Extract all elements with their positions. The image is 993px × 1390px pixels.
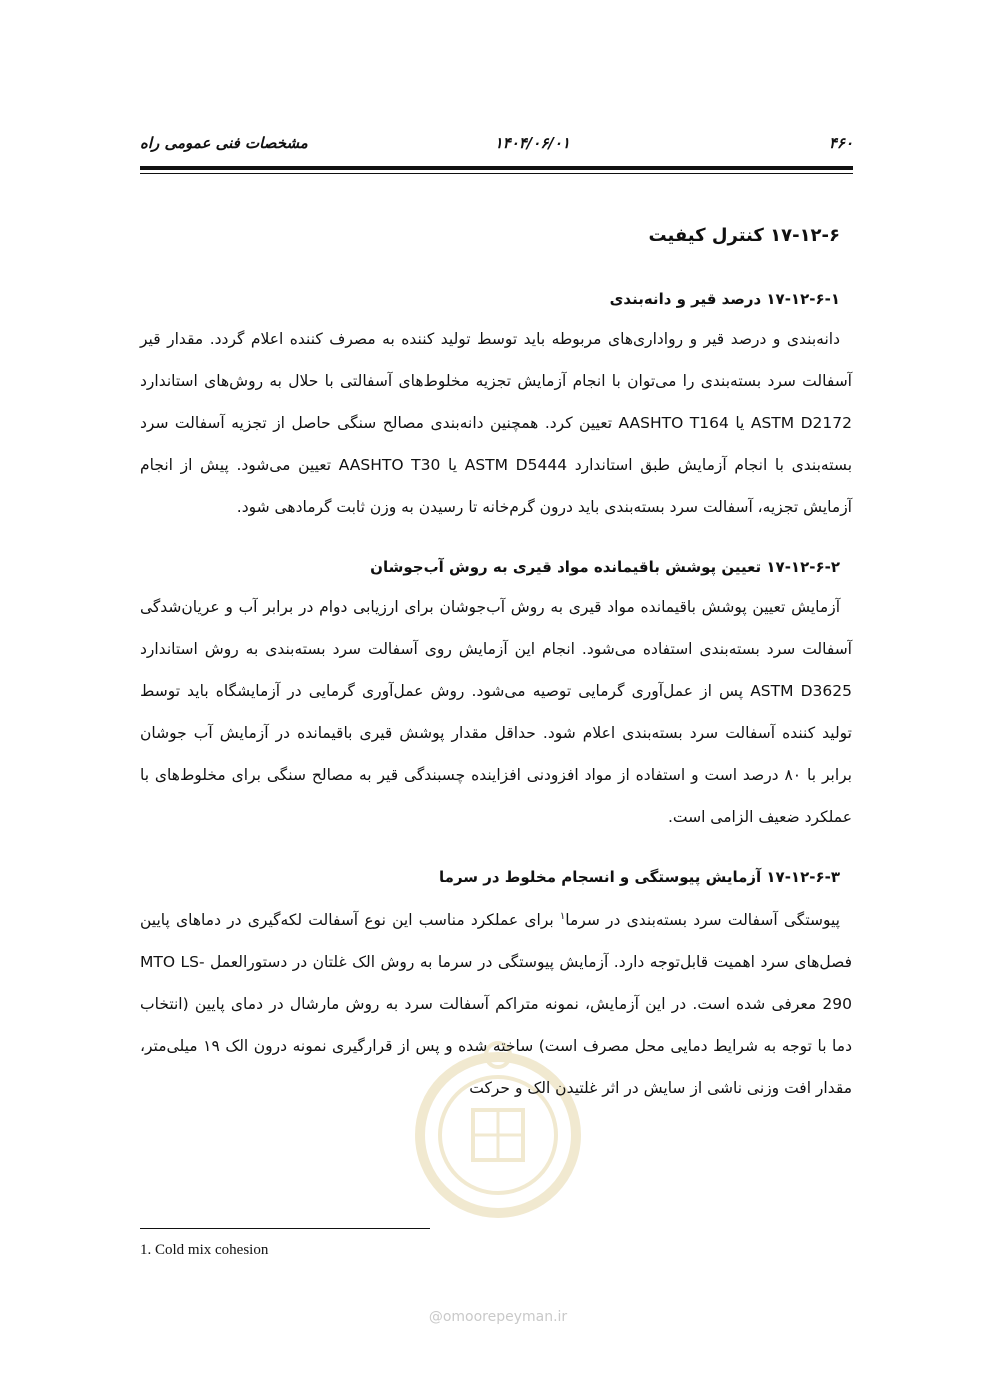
paragraph-3-part-b: برای عملکرد مناسب این نوع آسفالت لکه‌گیری در دماهای پایین فصل‌های سرد اهمیت قابل‌توجه دارد. آزمایش پیوستگی در سرما به روش الک غلتان در دستورالعمل MTO LS-290 معرفی شده است. در این آزمایش، نمونه متراکم آسفالت سرد به روش مارشال در دمای پایین (انتخاب دما با توجه به شرایط دمایی محل مصرف است) ساخته شده و پس از قرارگیری نمونه درون الک ۱۹ میلی‌متر، مقدار افت وزنی ناشی از سایش در اثر غلتیدن الک و حرکت [140,911,852,1098]
header-rule-thick [140,166,853,170]
header-rule-thin [140,173,853,174]
header-date: ۱۴۰۴/۰۶/۰۱ [494,134,570,152]
main-content [140,210,852,1109]
footnote-separator [140,1228,430,1229]
footnote-reference[interactable]: ۱ [559,911,566,922]
subsection-paragraph-3 [140,896,852,1109]
subsection-heading-2: ۱۷-۱۲-۶-۲ تعیین پوشش باقیمانده مواد قیری به روش آب‌جوشان [370,558,840,576]
header-title: مشخصات فنی عمومی راه [140,134,308,152]
subsection-paragraph-1: دانه‌بندی و درصد قیر و رواداری‌های مربوطه باید توسط تولید کننده به مصرف کننده اعلام گردد. مقدار قیر آسفالت سرد بسته‌بندی را می‌توان با انجام آزمایش تجزیه مخلوط‌های آسفالتی با حلال به روش‌های استاندارد ASTM D2172 یا AASHTO T164 تعیین کرد. همچنین دانه‌بندی مصالح سنگی حاصل از تجزیه آسفالت سرد بسته‌بندی با انجام آزمایش طبق استاندارد ASTM D5444 یا AASHTO T30 تعیین می‌شود. پیش از انجام آزمایش تجزیه، آسفالت سرد بسته‌بندی باید درون گرم‌خانه تا رسیدن به وزن ثابت گرمادهی شود. [140,330,853,516]
page-header [140,128,853,160]
subsection-heading-1: ۱۷-۱۲-۶-۱ درصد قیر و دانه‌بندی [609,290,840,308]
footnote-text: 1. Cold mix cohesion [140,1242,269,1258]
subsection-paragraph-2: آزمایش تعیین پوشش باقیمانده مواد قیری به روش آب‌جوشان برای ارزیابی دوام در برابر آب و عریان‌شدگی آسفالت سرد بسته‌بندی استفاده می‌شود. انجام این آزمایش روی آسفالت سرد بسته‌بندی به روش استاندارد ASTM D3625 پس از عمل‌آوری گرمایی توصیه می‌شود. روش عمل‌آوری گرمایی در آزمایشگاه باید توسط تولید کننده آسفالت سرد بسته‌بندی اعلام شود. حداقل مقدار پوشش قیری باقیمانده در آزمایش آب جوشان برابر با ۸۰ درصد است و استفاده از مواد افزودنی افزاینده چسبندگی قیر به مصالح سنگی برای مخلوط‌های با عملکرد ضعیف الزامی است. [140,598,852,826]
page-number: ۴۶۰ [828,134,853,152]
paragraph-3-part-a: پیوستگی آسفالت سرد بسته‌بندی در سرما [565,911,840,930]
subsection-heading-3: ۱۷-۱۲-۶-۳ آزمایش پیوستگی و انسجام مخلوط در سرما [439,868,840,886]
section-title: ۱۷-۱۲-۶ کنترل کیفیت [648,225,840,246]
watermark-text: @omoorepeyman.ir [428,1309,568,1325]
